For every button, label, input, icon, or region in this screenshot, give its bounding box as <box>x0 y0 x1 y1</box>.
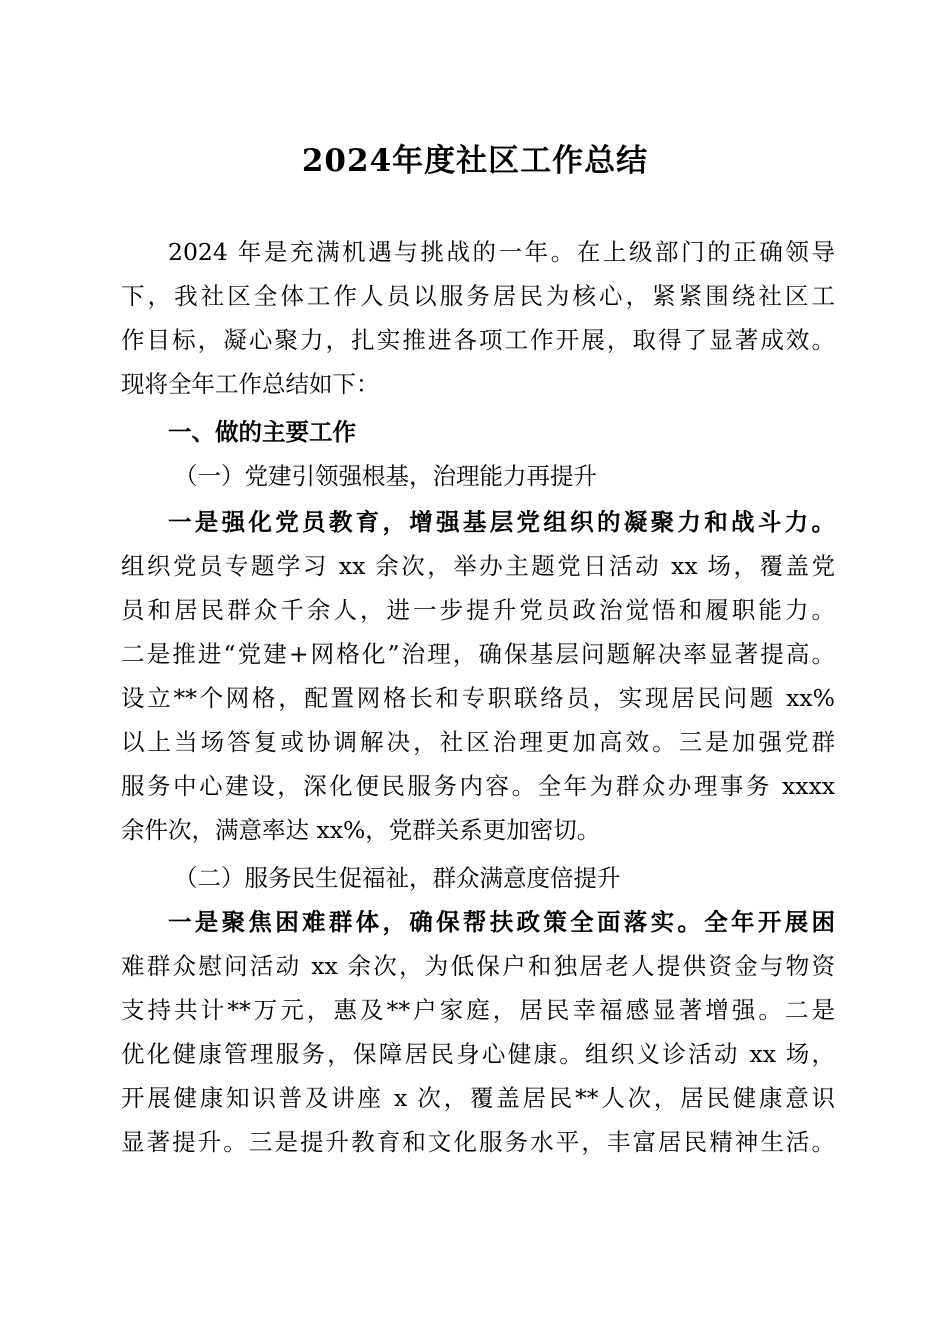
intro-line-2: 下，我社区全体工作人员以服务居民为核心，紧紧围绕社区工 <box>121 282 835 310</box>
subsection2-line-6: 显著提升。三是提升教育和文化服务水平，丰富居民精神生活。 <box>121 1128 835 1156</box>
intro-line-3: 作目标，凝心聚力，扎实推进各项工作开展，取得了显著成效。 <box>121 326 835 354</box>
document-title: 2024年度社区工作总结 <box>301 143 649 179</box>
subsection2-line-4: 优化健康管理服务，保障居民身心健康。组织义诊活动 xx 场， <box>121 1040 835 1068</box>
subsection1-line-8: 余件次，满意率达 xx%，党群关系更加密切。 <box>121 816 601 844</box>
subsection1-line-2: 组织党员专题学习 xx 余次，举办主题党日活动 xx 场，覆盖党 <box>121 552 835 580</box>
subsection2-line-5: 开展健康知识普及讲座 x 次，覆盖居民**人次，居民健康意识 <box>121 1084 835 1112</box>
subsection2-line-2: 难群众慰问活动 xx 余次，为低保户和独居老人提供资金与物资 <box>121 952 835 980</box>
subsection2-line-1: 一是聚焦困难群体，确保帮扶政策全面落实。全年开展困 <box>168 908 835 936</box>
subsection1-line-4: 二是推进“党建+网格化”治理，确保基层问题解决率显著提高。 <box>121 640 835 668</box>
subsection1-line-7: 服务中心建设，深化便民服务内容。全年为群众办理事务 xxxx <box>121 772 835 800</box>
subsection1-line-5: 设立**个网格，配置网格长和专职联络员，实现居民问题 xx% <box>121 684 835 712</box>
subsection-heading-party-building: （一）党建引领强根基，治理能力再提升 <box>174 462 597 490</box>
subsection2-line-3: 支持共计**万元，惠及**户家庭，居民幸福感显著增强。二是 <box>121 996 835 1024</box>
subsection1-line-3: 员和居民群众千余人，进一步提升党员政治觉悟和履职能力。 <box>121 596 835 624</box>
subsection1-line-1: 一是强化党员教育，增强基层党组织的凝聚力和战斗力。 <box>168 508 835 536</box>
subsection-heading-livelihood: （二）服务民生促福祉，群众满意度倍提升 <box>174 864 621 892</box>
intro-line-4: 现将全年工作总结如下： <box>121 370 380 398</box>
section-heading-main-work: 一、做的主要工作 <box>168 418 356 446</box>
subsection1-line-6: 以上当场答复或协调解决，社区治理更加高效。三是加强党群 <box>121 728 835 756</box>
intro-line-1: 2024 年是充满机遇与挑战的一年。在上级部门的正确领导 <box>168 238 835 266</box>
